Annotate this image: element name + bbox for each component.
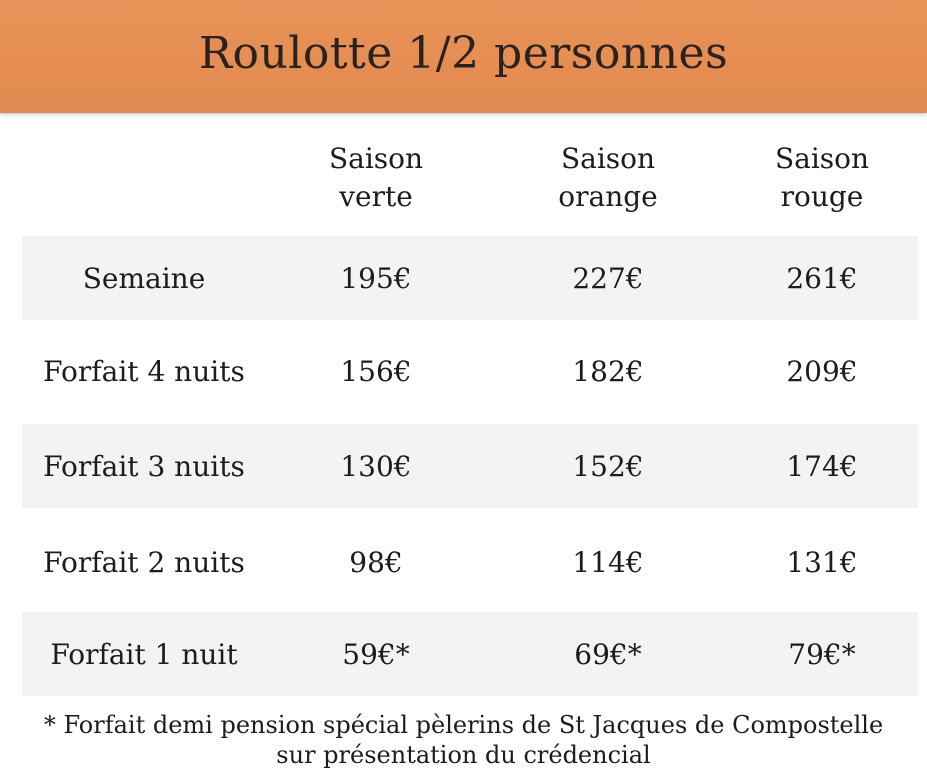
column-header-line1: Saison	[328, 142, 424, 175]
table-row	[22, 520, 918, 604]
column-header-line2: rouge	[780, 180, 864, 213]
column-header-saison-verte	[276, 140, 476, 216]
table-row	[22, 329, 918, 413]
table-row	[22, 612, 918, 696]
price-rouge: 261€	[786, 261, 858, 295]
column-header-line2: orange	[558, 180, 658, 213]
column-header-line1: Saison	[560, 142, 656, 175]
price-rouge: 131€	[786, 545, 858, 579]
price-rouge: 79€*	[788, 637, 856, 671]
price-orange: 182€	[572, 354, 644, 388]
price-rouge: 209€	[786, 354, 858, 388]
table-row	[22, 424, 918, 508]
price-orange: 227€	[572, 261, 644, 295]
row-label: Forfait 3 nuits	[43, 449, 245, 483]
price-verte: 195€	[340, 261, 412, 295]
table-row	[22, 236, 918, 320]
column-header-line1: Saison	[774, 142, 870, 175]
price-verte: 130€	[340, 449, 412, 483]
price-verte: 156€	[340, 354, 412, 388]
footnote-line1: * Forfait demi pension spécial pèlerins de St Jacques de Compostelle	[43, 711, 884, 739]
price-rouge: 174€	[786, 449, 858, 483]
column-header-line2: verte	[339, 180, 413, 213]
row-label: Forfait 1 nuit	[50, 637, 238, 671]
column-header-saison-orange	[508, 140, 708, 216]
row-label: Forfait 4 nuits	[43, 354, 245, 388]
price-orange: 69€*	[574, 637, 642, 671]
price-verte: 59€*	[342, 637, 410, 671]
column-header-saison-rouge	[722, 140, 922, 216]
price-orange: 114€	[572, 545, 644, 579]
page-title: Roulotte 1/2 personnes	[198, 28, 729, 79]
footnote-line2: sur présentation du crédencial	[276, 741, 651, 769]
row-label: Semaine	[82, 261, 206, 295]
title-banner	[0, 0, 927, 113]
footnote	[0, 710, 927, 770]
row-label: Forfait 2 nuits	[43, 545, 245, 579]
price-orange: 152€	[572, 449, 644, 483]
price-verte: 98€	[349, 545, 403, 579]
